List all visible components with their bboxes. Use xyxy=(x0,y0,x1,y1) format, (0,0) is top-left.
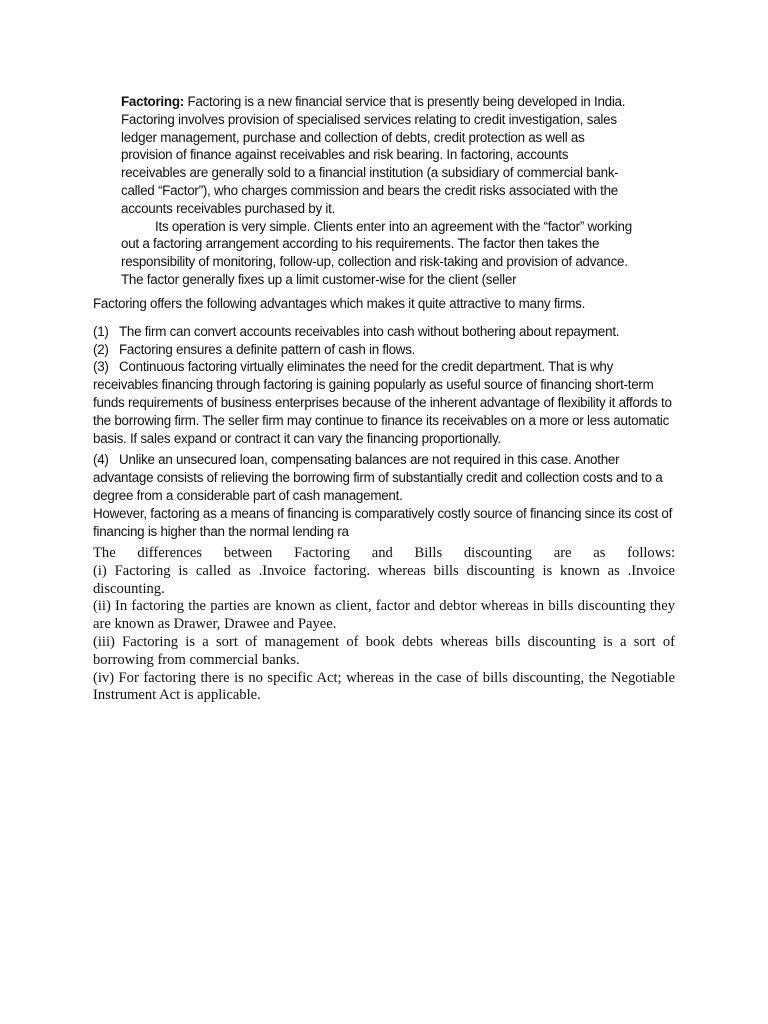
difference-item: (iv) For factoring there is no specific Act; whereas in the case of bills discounting, the Negotiable Instrument Act is applicable. xyxy=(93,669,675,704)
advantage-item xyxy=(93,323,673,341)
advantage-item xyxy=(93,358,673,447)
advantage-number: (3) xyxy=(93,359,109,375)
advantage-item xyxy=(93,341,673,359)
advantage-number: (4) xyxy=(93,452,109,468)
factoring-intro-section xyxy=(121,93,636,289)
differences-intro: The differences between Factoring and Bills discounting are as follows: xyxy=(93,545,675,561)
differences-section xyxy=(93,545,675,705)
intro-paragraph-1 xyxy=(121,93,636,218)
advantage-number: (1) xyxy=(93,323,109,339)
advantage-text: Continuous factoring virtually eliminates the need for the credit department. That is why receivables financing through factoring is gaining popularly as useful source of financing short-term funds requirements of business enterprises because of the inherent advantage of flexibility it affords to the borrowing firm. The seller firm may continue to finance its receivables on a more or less automatic basis. If sales expand or contract it can vary the financing proportionally. xyxy=(93,359,672,446)
advantages-closing: However, factoring as a means of financing is comparatively costly source of financing since its cost of financing is higher than the normal lending ra xyxy=(93,505,673,539)
difference-item: (iii) Factoring is a sort of management of book debts whereas bills discounting is a sort of borrowing from commercial banks. xyxy=(93,633,675,668)
factoring-heading: Factoring: xyxy=(121,94,184,109)
advantage-number: (2) xyxy=(93,341,109,357)
advantages-section xyxy=(93,295,673,540)
intro-paragraph-2: Its operation is very simple. Clients enter into an agreement with the “factor” working out a factoring arrangement according to his requirements. The factor then takes the responsibility of monitoring, follow-up, collection and risk-taking and provision of advance. The factor generally fixes up a limit customer-wise for the client (seller xyxy=(121,218,632,287)
advantage-text: The firm can convert accounts receivables into cash without bothering about repayment. xyxy=(119,323,620,339)
difference-item: (i) Factoring is called as .Invoice factoring. whereas bills discounting is known as .Invoice discounting. xyxy=(93,562,675,597)
advantage-text: Unlike an unsecured loan, compensating balances are not required in this case. Another advantage consists of relieving the borrowing firm of substantially credit and collection costs and to a degree from a considerable part of cash management. xyxy=(93,452,663,503)
intro-paragraph-1-text: Factoring is a new financial service that is presently being developed in India. Factoring involves provision of specialised services relating to credit investigation, sales ledger management, purchase and collection of debts, credit protection as well as provision of finance against receivables and risk bearing. In factoring, accounts receivables are generally sold to a financial institution (a subsidiary of commercial bank-called “Factor”), who charges commission and bears the credit risks associated with the accounts receivables purchased by it. xyxy=(121,94,626,216)
advantages-intro: Factoring offers the following advantages which makes it quite attractive to many firms. xyxy=(93,296,586,311)
advantage-text: Factoring ensures a definite pattern of cash in flows. xyxy=(119,341,416,357)
advantage-item xyxy=(93,451,673,504)
difference-item: (ii) In factoring the parties are known as client, factor and debtor whereas in bills discounting they are known as Drawer, Drawee and Payee. xyxy=(93,598,675,633)
